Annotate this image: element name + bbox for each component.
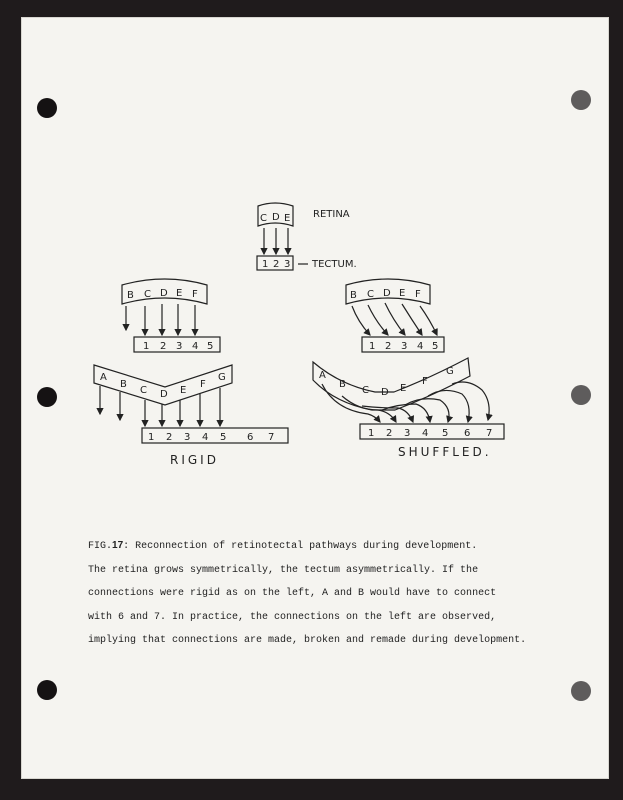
shuffled-tectum-small-number: 2	[385, 341, 392, 352]
rigid-tectum-large-number: 7	[268, 432, 275, 443]
shuffled-tectum-small-number: 5	[432, 341, 439, 352]
rigid-retina-large-letter: D	[160, 389, 168, 400]
rigid-retina-large-letter: E	[180, 385, 187, 396]
rigid-tectum-small-number: 5	[207, 341, 214, 352]
shuffled-tectum-large-number: 5	[442, 428, 449, 439]
shuffled-tectum-small-number: 3	[401, 341, 408, 352]
top-tectum-number: 2	[273, 259, 280, 270]
shuffled-tectum-large-number: 7	[486, 428, 493, 439]
shuffled-tectum-large-number: 4	[422, 428, 429, 439]
figure-prefix: FIG.	[88, 541, 113, 552]
shuffled-retina-large-letter: A	[319, 370, 326, 381]
rigid-tectum-large-number: 4	[202, 432, 209, 443]
rigid-tectum-large-number: 6	[247, 432, 254, 443]
rigid-retina-large-letter: F	[200, 379, 206, 390]
rigid-retina-small-letter: D	[160, 288, 168, 299]
rigid-label: RIGID	[170, 453, 219, 467]
rigid-tectum-large-number: 2	[166, 432, 173, 443]
shuffled-retina-large-letter: E	[400, 383, 407, 394]
top-retina-letter: C	[260, 213, 267, 224]
shuffled-retina-large-letter: F	[422, 376, 428, 387]
figure-number: 17	[112, 540, 124, 551]
caption-line: with 6 and 7. In practice, the connections on the left are observed,	[88, 611, 497, 623]
rigid-tectum-small-number: 4	[192, 341, 199, 352]
shuffled-tectum-small-number: 4	[417, 341, 424, 352]
tectum-label: TECTUM.	[312, 259, 357, 270]
figure-caption	[88, 534, 528, 653]
shuffled-retina-small-letter: F	[415, 289, 421, 300]
rigid-retina-small-letter: B	[127, 290, 134, 301]
rigid-retina-large-letter: A	[100, 372, 107, 383]
rigid-tectum-small-number: 2	[160, 341, 167, 352]
shuffled-tectum-large-number: 3	[404, 428, 411, 439]
rigid-tectum-large-number: 3	[184, 432, 191, 443]
caption-line: implying that connections are made, broken and remade during development.	[88, 635, 527, 646]
caption-text: : Reconnection of retinotectal pathways during development.	[123, 541, 478, 552]
shuffled-label: SHUFFLED.	[398, 445, 492, 459]
top-tectum-number: 3	[284, 259, 291, 270]
shuffled-tectum-large-number: 2	[386, 428, 393, 439]
caption-line: connections were rigid as on the left, A and B would have to connect	[88, 588, 497, 599]
shuffled-retina-small-letter: D	[383, 288, 391, 299]
top-retina-letter: E	[284, 213, 291, 224]
shuffled-retina-small-letter: C	[367, 289, 374, 300]
shuffled-tectum-small-number: 1	[369, 341, 376, 352]
shuffled-retina-small-letter: B	[350, 290, 357, 301]
retina-label: RETINA	[313, 209, 350, 220]
rigid-tectum-small-number: 1	[143, 341, 150, 352]
shuffled-retina-large-letter: G	[446, 366, 454, 377]
shuffled-tectum-large	[360, 424, 504, 439]
rigid-retina-small-letter: E	[176, 288, 183, 299]
shuffled-retina-large-letter: D	[381, 387, 389, 398]
rigid-retina-small-letter: C	[144, 289, 151, 300]
top-retina-letter: D	[272, 212, 280, 223]
shuffled-tectum-large-number: 1	[368, 428, 375, 439]
shuffled-retina-large-letter: B	[339, 379, 346, 390]
rigid-retina-large-letter: C	[140, 385, 147, 396]
rigid-tectum-large	[142, 428, 288, 443]
rigid-retina-large-letter: G	[218, 372, 226, 383]
shuffled-retina-small-letter: E	[399, 288, 406, 299]
caption-line: The retina grows symmetrically, the tectum asymmetrically. If the	[88, 564, 479, 576]
rigid-tectum-large-number: 1	[148, 432, 155, 443]
caption-line	[88, 534, 528, 559]
rigid-retina-small-letter: F	[192, 289, 198, 300]
shuffled-retina-large-letter: C	[362, 385, 369, 396]
rigid-tectum-small-number: 3	[176, 341, 183, 352]
top-tectum-number: 1	[262, 259, 269, 270]
rigid-retina-large-letter: B	[120, 379, 127, 390]
rigid-tectum-large-number: 5	[220, 432, 227, 443]
shuffled-tectum-large-number: 6	[464, 428, 471, 439]
